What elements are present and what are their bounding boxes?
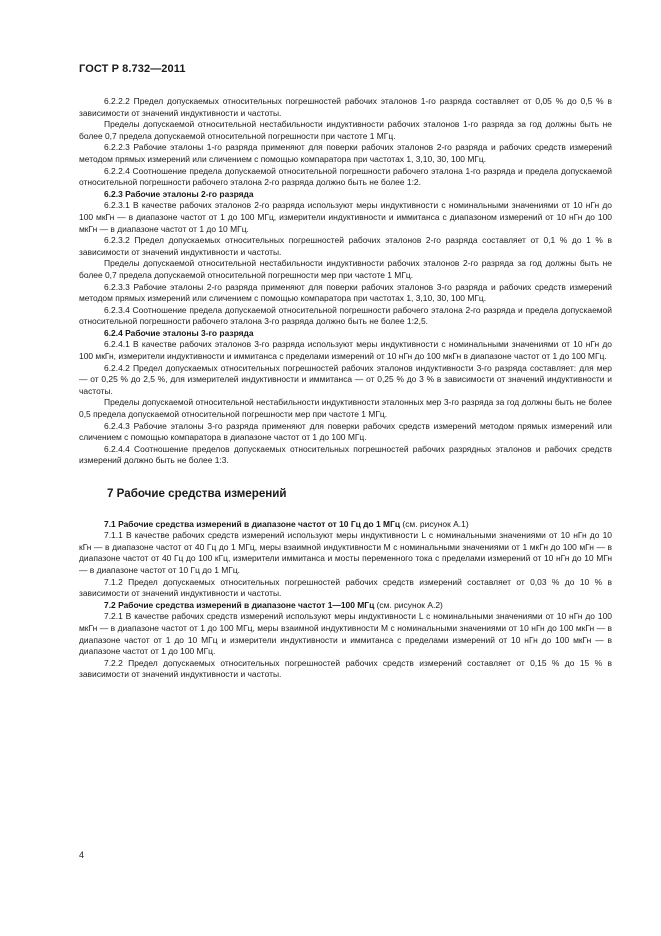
paragraph: 7.1.2 Предел допускаемых относительных погрешностей рабочих средств измерений составляет от 0,03 % до 10 % в зависимости от значений индуктивности и частоты. <box>79 576 612 599</box>
subsection-heading-7-2 <box>79 600 612 612</box>
paragraph: 6.2.3.4 Соотношение предела допускаемой относительной погрешности рабочего эталона 2-го разряда и предела допускаемой относительной погрешности рабочего эталона 3-го разряда должно быть не более 1:2,5. <box>79 304 612 327</box>
paragraph: 6.2.3.1 В качестве рабочих эталонов 2-го разряда используют меры индуктивности с номинальными значениями от 10 нГн до 100 мкГн — в диапазоне частот от 1 до 100 МГц, измерители индуктивности и иммитанса с диапазоном измерений от 10 нГн до 100 мкГн — в диапазоне частот от 1 до 10 МГц. <box>79 200 612 234</box>
paragraph: 6.2.2.2 Предел допускаемых относительных погрешностей рабочих эталонов 1-го разряда составляет от 0,05 % до 0,5 % в зависимости от значений индуктивности и частоты. <box>79 96 612 118</box>
subsection-heading-7-1-ref: (см. рисунок А.1) <box>400 518 469 529</box>
subsection-heading-6-2-3: 6.2.3 Рабочие эталоны 2-го разряда <box>104 188 254 199</box>
paragraph: Пределы допускаемой относительной нестабильности индуктивности рабочих эталонов 2-го разряда за год должны быть не более 0,7 предела допускаемой относительной погрешности мер при частоте 1 МГц. <box>79 258 612 280</box>
subsection-heading-7-1-bold: 7.1 Рабочие средства измерений в диапазоне частот от 10 Гц до 1 МГц <box>104 518 401 529</box>
paragraph: 6.2.4.3 Рабочие эталоны 3-го разряда применяют для поверки рабочих средств измерений методом прямых измерений или сличением с помощью компаратора в диапазоне частот от 1 до 100 МГц. <box>79 420 612 443</box>
paragraph: 7.1.1 В качестве рабочих средств измерений используют меры индуктивности L с номинальными значениями от 10 нГн до 10 кГн — в диапазоне частот от 40 Гц до 1 МГц, меры взаимной индуктивности M с номинальными значениями от 1 мкГн до 100 мГн — в диапазоне частот от 40 Гц до 100 кГц, измерители иммитанса и мосты переменного тока с пределами измерений от 10 нГн до 10 МГн — в диапазоне частот от 10 Гц до 1 МГц. <box>79 530 612 575</box>
paragraph: 7.2.2 Предел допускаемых относительных погрешностей рабочих средств измерений составляет от 0,15 % до 15 % в зависимости от значений индуктивности и частоты. <box>79 657 612 680</box>
paragraph: 7.2.1 В качестве рабочих средств измерений используют меры индуктивности L с номинальными значениями от 10 нГн до 100 мкГн — в диапазоне частот от 1 до 100 МГц, меры взаимной индуктивности M с номинальными значениями от 10 нГн до 100 мкГн — в диапазоне частот от 1 до 10 МГц и измерители индуктивности и иммитанса с пределами измерений от 10 нГн до 100 мкГн — в диапазоне частот от 1 до 100 МГц. <box>79 611 612 657</box>
section-7-title: 7 Рабочие средства измерений <box>107 487 287 500</box>
standard-code-header: ГОСТ Р 8.732—2011 <box>79 63 186 75</box>
subsection-heading-7-1 <box>79 519 612 531</box>
subsection-heading-7-2-ref: (см. рисунок А.2) <box>374 599 443 610</box>
paragraph: Пределы допускаемой относительной нестабильности индуктивности эталонных мер 3-го разряда за год должны быть не более 0,5 предела допускаемой относительной погрешности мер при частоте 1 МГц. <box>79 397 612 420</box>
paragraph: 6.2.3.2 Предел допускаемых относительных погрешностей рабочих эталонов 2-го разряда составляет от 0,1 % до 1 % в зависимости от значений индуктивности и частоты. <box>79 235 612 257</box>
document-body <box>79 96 612 681</box>
paragraph: Пределы допускаемой относительной нестабильности индуктивности рабочих эталонов 1-го разряда за год должны быть не более 0,7 предела допускаемой относительной погрешности при частоте 1 МГц. <box>79 119 612 141</box>
subsection-heading-6-2-4: 6.2.4 Рабочие эталоны 3-го разряда <box>104 327 254 338</box>
paragraph: 6.2.4.4 Соотношение пределов допускаемых относительных погрешностей рабочих разрядных эталонов и рабочих средств измерений должно быть не более 1:3. <box>79 443 612 466</box>
page-number: 4 <box>79 850 85 860</box>
paragraph: 6.2.4.2 Предел допускаемых относительных погрешностей рабочих эталонов индуктивности 3-го разряда составляет: для мер — от 0,25 % до 2,5 %, для измерителей индуктивности и иммитанса — от 0,25 % до 3 % в зависимости от значений индуктивности и частоты. <box>79 362 612 396</box>
paragraph: 6.2.2.4 Соотношение предела допускаемой относительной погрешности рабочего эталона 1-го разряда и предела допускаемой относительной погрешности рабочего эталона 2-го разряда должно быть не более 1:2. <box>79 165 612 188</box>
paragraph: 6.2.4.1 В качестве рабочих эталонов 3-го разряда используют меры индуктивности с номинальными значениями от 10 нГн до 100 мкГн, измерители индуктивности и иммитанса с пределами измерений от 10 нГн до 100 мкГн в диапазоне частот от 1 до 100 МГц. <box>79 339 612 362</box>
subsection-heading-7-2-bold: 7.2 Рабочие средства измерений в диапазоне частот 1—100 МГц <box>104 599 375 610</box>
paragraph: 6.2.3.3 Рабочие эталоны 2-го разряда применяют для поверки рабочих эталонов 3-го разряда и рабочих средств измерений методом прямых измерений или сличением с помощью компаратора при частотах 1, 3,10, 30, 100 МГц. <box>79 281 612 304</box>
paragraph: 6.2.2.3 Рабочие эталоны 1-го разряда применяют для поверки рабочих эталонов 2-го разряда и рабочих средств измерений методом прямых измерений или сличением с помощью компаратора при частотах 1, 3,10, 30, 100 МГц. <box>79 142 612 164</box>
